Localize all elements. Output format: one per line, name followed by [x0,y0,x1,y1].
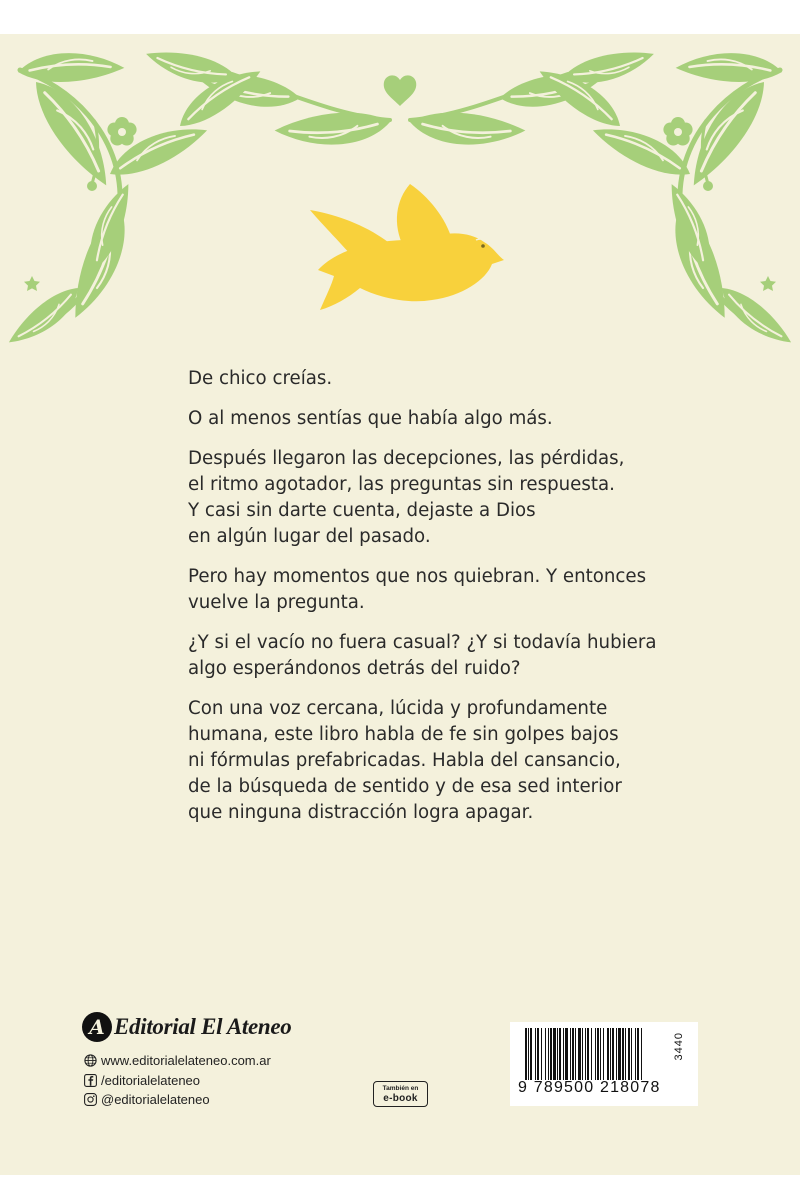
barcode-bar [641,1028,642,1080]
barcode-bar [587,1028,589,1080]
isbn-number: 9 789500 218078 [518,1079,661,1096]
barcode-bar [548,1028,549,1080]
globe-icon [84,1054,97,1067]
barcode-bar [618,1028,621,1080]
barcode-bar [603,1028,604,1080]
ebook-badge [373,1081,428,1107]
publisher-brand [82,1012,291,1042]
website-link[interactable]: www.editorialelateneo.com.ar [101,1053,271,1068]
heart-icon [384,75,417,106]
blurb-paragraph: Después llegaron las decepciones, las pérdidas, el ritmo agotador, las preguntas sin respuesta. Y casi sin darte cuenta, dejaste a Dios en algún lugar del pasado. [188,448,625,547]
barcode-bar [572,1028,574,1080]
barcode-bar [557,1028,558,1080]
barcode-bar [553,1028,556,1080]
back-cover-blurb [188,366,748,840]
barcode-bar [591,1028,592,1080]
barcode-bar [525,1028,527,1080]
barcode-bar [563,1028,564,1080]
barcode-bar [595,1028,596,1080]
barcode-bar [565,1028,568,1080]
barcode-bar [570,1028,571,1080]
barcode-bar [578,1028,581,1080]
barcode-bar [607,1028,609,1080]
publisher-logo-icon: A [82,1012,112,1042]
barcode-bar [622,1028,624,1080]
barcode-bar [635,1028,636,1080]
isbn-addon: 3440 [673,1032,685,1061]
blurb-paragraph: De chico creías. [188,368,333,389]
publisher-contacts [84,1051,271,1110]
contact-instagram[interactable] [84,1090,271,1110]
barcode-bar [597,1028,599,1080]
contact-facebook[interactable] [84,1071,271,1091]
barcode-bar [616,1028,617,1080]
barcode-bar [541,1028,542,1080]
blurb-paragraph: Con una voz cercana, lúcida y profundamente humana, este libro habla de fe sin golpes bajos ni fórmulas prefabricadas. Habla del cansancio, de la búsqueda de sentido y de esa sed interior que ninguna distracción logra apagar. [188,698,622,823]
barcode-bar [625,1028,626,1080]
ebook-badge-line1: También en [382,1085,419,1092]
barcode-bar [575,1028,576,1080]
facebook-link[interactable]: /editorialelateneo [101,1072,201,1088]
blurb-paragraph: O al menos sentías que había algo más. [188,408,553,429]
instagram-icon [84,1093,97,1106]
contact-website[interactable] [84,1051,271,1071]
ebook-badge-line2: e-book [383,1093,418,1104]
barcode-bar [600,1028,601,1080]
blurb-paragraph: ¿Y si el vacío no fuera casual? ¿Y si todavía hubiera algo esperándonos detrás del ruido? [188,632,657,679]
bird-icon [310,184,504,310]
barcode-bar [628,1028,630,1080]
barcode-bar [545,1028,546,1080]
barcode-bar [612,1028,614,1080]
barcode-bar [537,1028,539,1080]
barcode-bar [535,1028,536,1080]
isbn-barcode [510,1022,698,1106]
instagram-link[interactable]: @editorialelateneo [101,1092,210,1107]
barcode-bar [610,1028,611,1080]
back-cover [0,34,800,1175]
barcode-bar [637,1028,639,1080]
barcode-bar [528,1028,529,1080]
publisher-name: Editorial El Ateneo [114,1014,292,1039]
facebook-icon [84,1074,97,1087]
barcode-bar [530,1028,532,1080]
barcode-bar [582,1028,583,1080]
barcode-bar [559,1028,561,1080]
barcode-bar [631,1028,632,1080]
barcode-bars [525,1028,667,1080]
barcode-bar [550,1028,552,1080]
floral-ornament [0,34,800,364]
barcode-bar [585,1028,586,1080]
blurb-paragraph: Pero hay momentos que nos quiebran. Y entonces vuelve la pregunta. [188,566,647,613]
